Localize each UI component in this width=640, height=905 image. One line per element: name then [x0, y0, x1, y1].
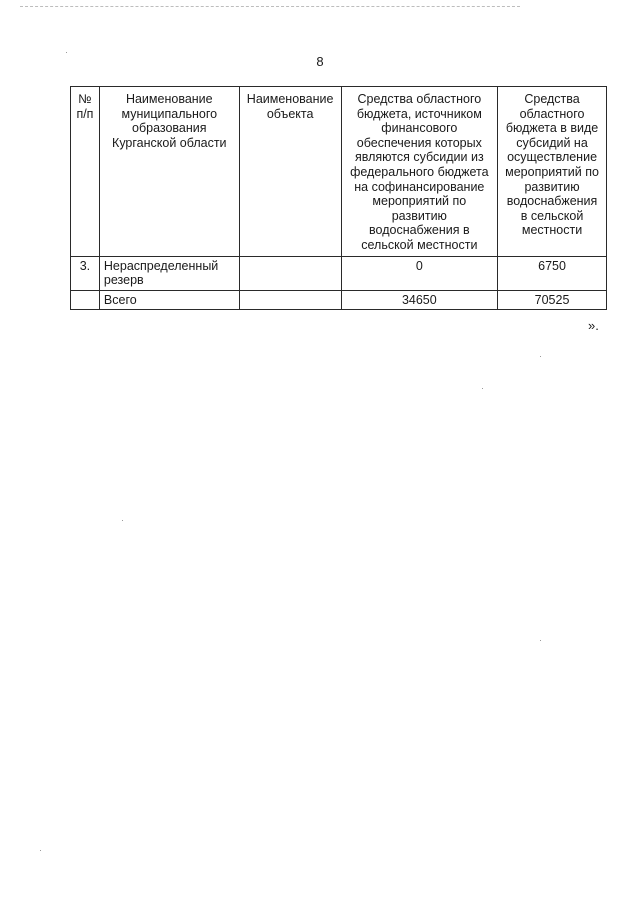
cell-number — [71, 290, 100, 310]
page-number: 8 — [316, 54, 324, 69]
cell-municipality: Нераспределенный резерв — [99, 256, 239, 290]
table-row — [71, 256, 607, 290]
cell-regional-subsidy: 6750 — [498, 256, 607, 290]
header-municipality: Наименование муниципального образования Курганской области — [99, 87, 239, 257]
cell-federal-total: 34650 — [341, 290, 498, 310]
header-regional-subsidy: Средства областного бюджета в виде субсидий на осуществление мероприятий по развитию водоснабжения в сельской местности — [498, 87, 607, 257]
table-row-total — [71, 290, 607, 310]
cell-total-label: Всего — [99, 290, 239, 310]
scan-speck — [482, 388, 483, 389]
cell-regional-total: 70525 — [498, 290, 607, 310]
header-object: Наименование объекта — [239, 87, 341, 257]
scan-edge-line — [20, 6, 520, 7]
scan-speck — [540, 640, 541, 641]
scan-speck — [122, 520, 123, 521]
header-federal-cofinancing: Средства областного бюджета, источником финансового обеспечения которых являются субсидии из федерального бюджета на софинансирование мероприятий по развитию водоснабжения в сельской местности — [341, 87, 498, 257]
scan-speck — [66, 52, 67, 53]
scan-speck — [540, 356, 541, 357]
cell-federal-cofinancing: 0 — [341, 256, 498, 290]
budget-table — [70, 86, 607, 310]
scan-speck — [40, 850, 41, 851]
cell-object — [239, 290, 341, 310]
header-number: № п/п — [71, 87, 100, 257]
closing-quote: ». — [588, 318, 599, 333]
cell-object — [239, 256, 341, 290]
cell-number: 3. — [71, 256, 100, 290]
table-header-row — [71, 87, 607, 257]
